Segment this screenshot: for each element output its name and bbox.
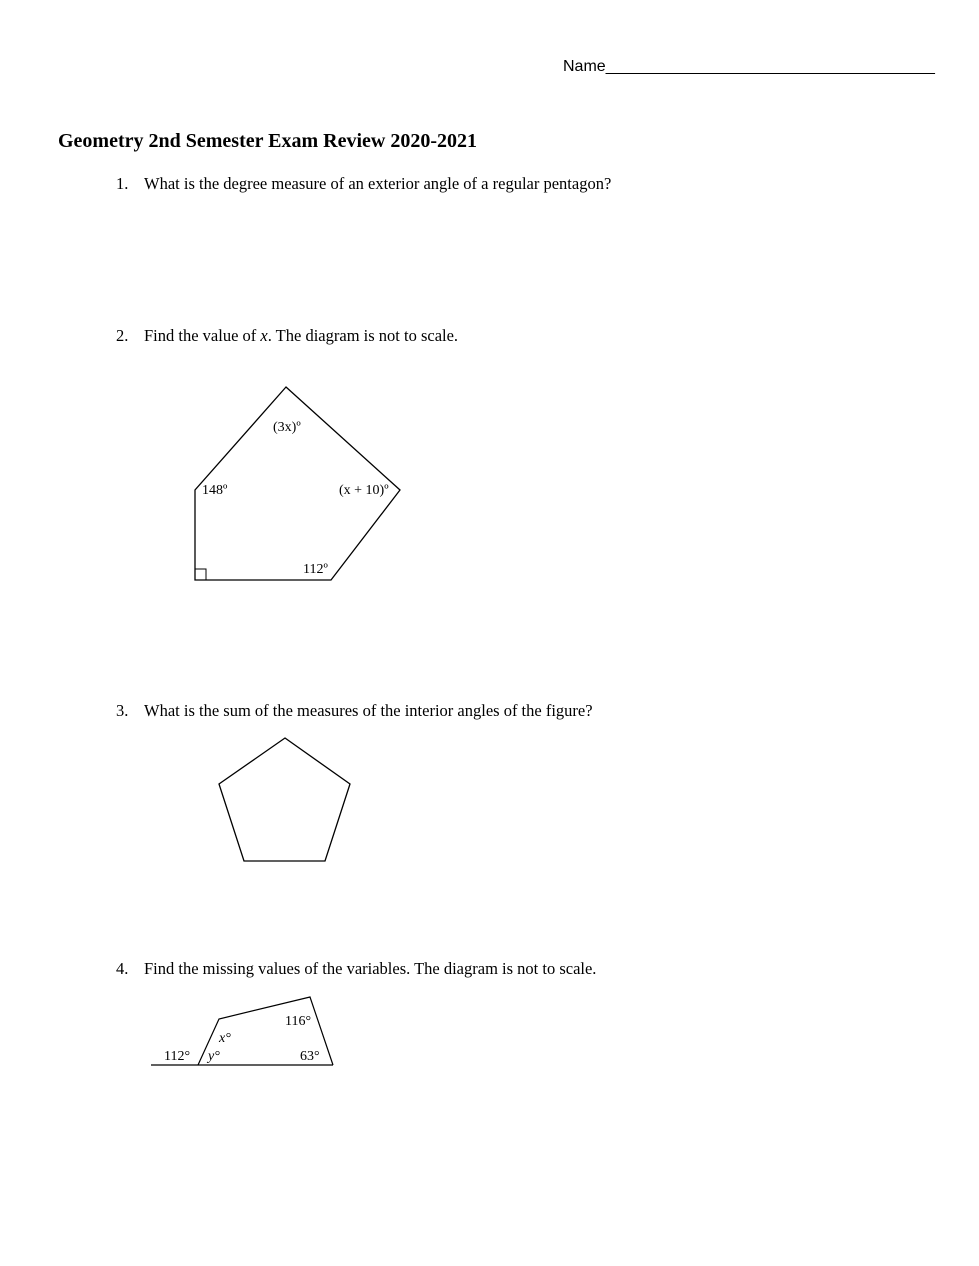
- question-number: 2.: [116, 326, 129, 345]
- question-text-after: . The diagram is not to scale.: [267, 326, 459, 345]
- name-blank: _____________________________________: [605, 58, 935, 75]
- question-text: What is the sum of the measures of the interior angles of the figure?: [144, 701, 593, 720]
- angle-label-top: (3x)º: [273, 420, 301, 435]
- angle-label-exterior: 112°: [164, 1049, 191, 1064]
- question-variable: x: [260, 326, 268, 345]
- angle-label-x: x°: [219, 1031, 231, 1046]
- page-title: Geometry 2nd Semester Exam Review 2020-2021: [58, 130, 477, 152]
- angle-label-right: (x + 10)º: [339, 483, 389, 498]
- angle-label-y: y°: [208, 1049, 220, 1064]
- angle-label-top-right: 116°: [285, 1014, 312, 1029]
- question-number: 1.: [116, 174, 129, 193]
- question-number: 4.: [116, 959, 129, 978]
- angle-label-bottom: 112º: [303, 562, 328, 577]
- question-text-before: Find the value of: [144, 326, 261, 345]
- angle-label-left: 148º: [202, 483, 228, 498]
- angle-label-bottom-right: 63°: [300, 1049, 320, 1064]
- question-text: What is the degree measure of an exterior angle of a regular pentagon?: [144, 174, 612, 193]
- name-label: Name: [563, 58, 606, 75]
- question-text: Find the missing values of the variables. The diagram is not to scale.: [144, 959, 597, 978]
- question-number: 3.: [116, 701, 129, 720]
